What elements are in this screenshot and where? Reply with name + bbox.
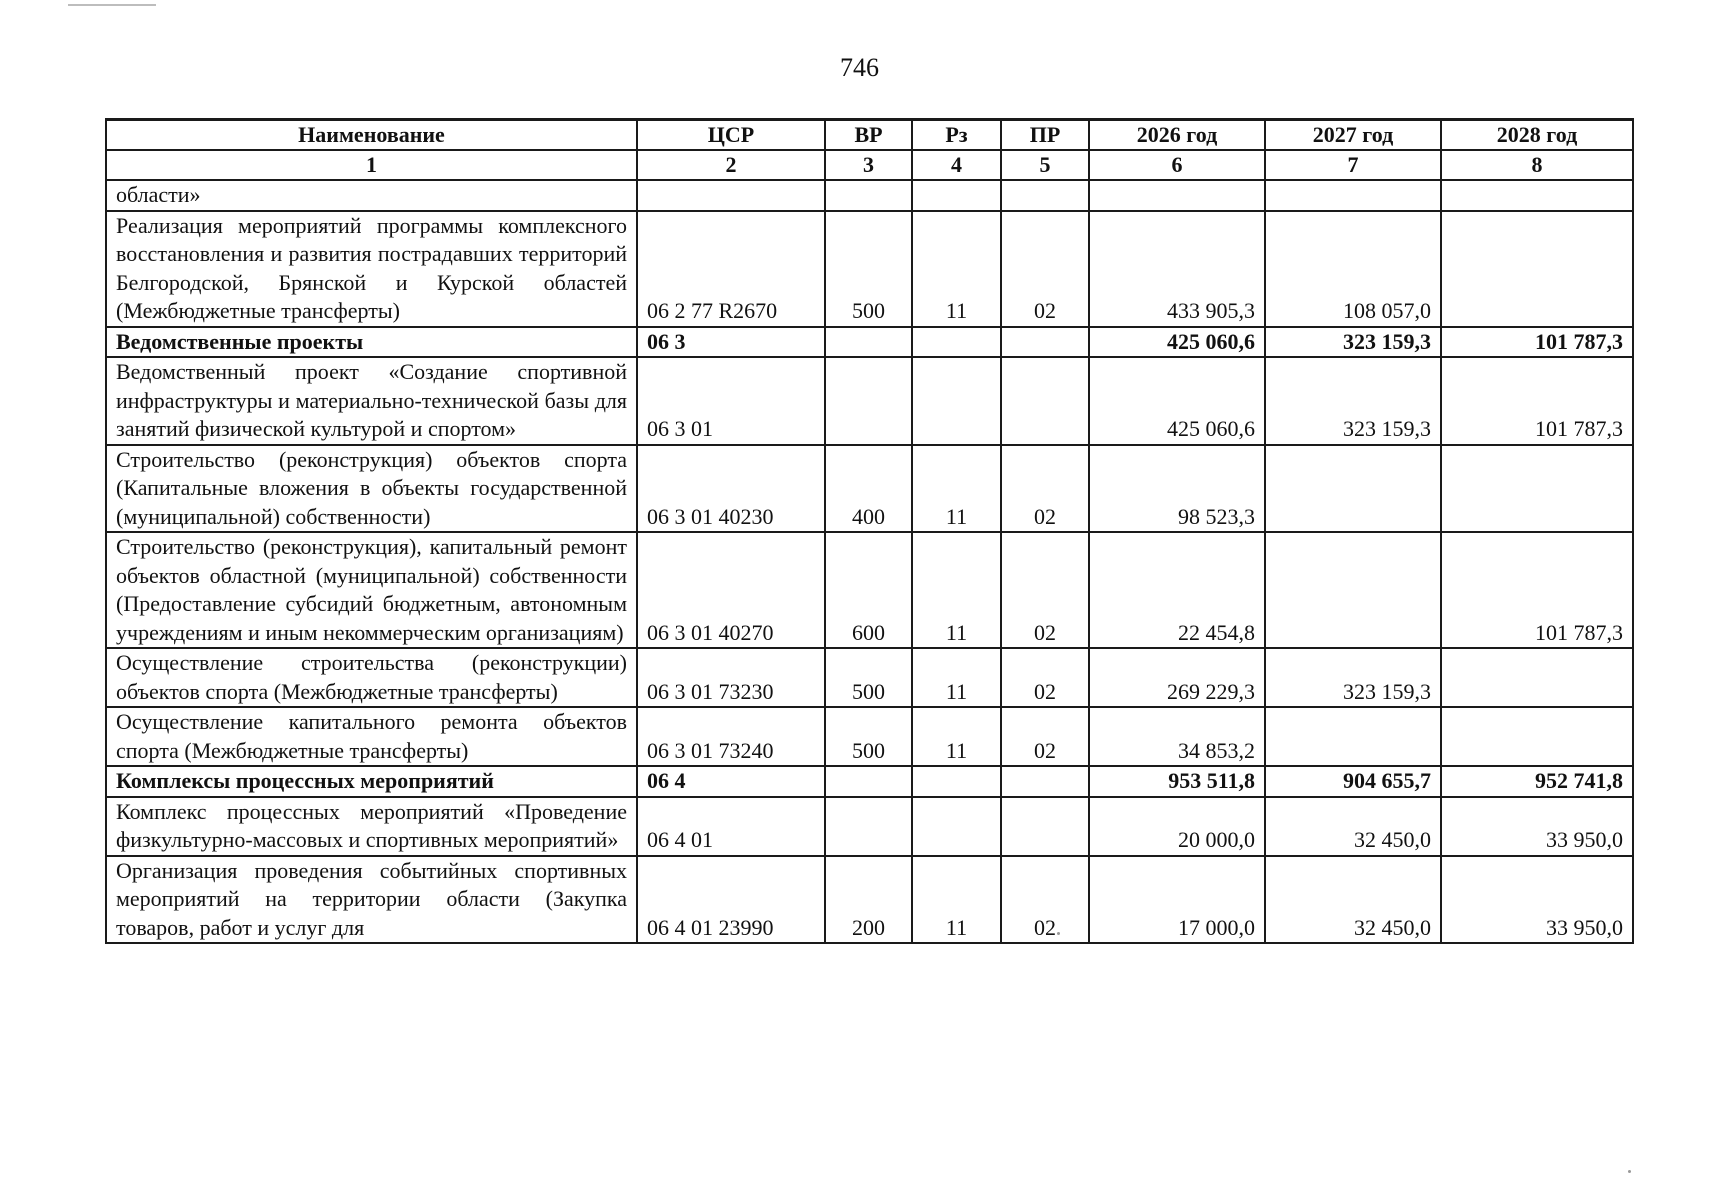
cell-2027: 904 655,7 — [1265, 766, 1441, 797]
cell-csr: 06 3 01 73230 — [637, 648, 825, 707]
cell-2028 — [1441, 707, 1633, 766]
cell-2027: 108 057,0 — [1265, 211, 1441, 327]
cell-2028 — [1441, 445, 1633, 533]
cell-csr: 06 3 01 40270 — [637, 532, 825, 648]
cell-csr — [637, 180, 825, 211]
cell-csr: 06 4 01 23990 — [637, 856, 825, 944]
table-row — [106, 856, 1633, 944]
cell-rz: 11 — [912, 856, 1001, 944]
table-row — [106, 327, 1633, 358]
header-2027: 2027 год — [1265, 120, 1441, 151]
cell-name: Осуществление капитального ремонта объектов спорта (Межбюджетные трансферты) — [106, 707, 637, 766]
scan-corner-mark — [68, 4, 156, 6]
cell-2028: 33 950,0 — [1441, 797, 1633, 856]
budget-table — [105, 118, 1634, 944]
cell-2028 — [1441, 180, 1633, 211]
cell-rz — [912, 357, 1001, 445]
cell-2027: 323 159,3 — [1265, 648, 1441, 707]
table-row — [106, 797, 1633, 856]
cell-name: области» — [106, 180, 637, 211]
cell-rz: 11 — [912, 648, 1001, 707]
cell-2026: 425 060,6 — [1089, 357, 1265, 445]
cell-pr: 02 — [1001, 707, 1089, 766]
cell-pr — [1001, 180, 1089, 211]
page-number: 746 — [840, 53, 879, 82]
cell-name: Строительство (реконструкция), капитальный ремонт объектов областной (муниципальной) собственности (Предоставление субсидий бюджетным, автономным учреждениям и иным некоммерческим организациям) — [106, 532, 637, 648]
column-number: 2 — [637, 150, 825, 180]
column-number: 7 — [1265, 150, 1441, 180]
header-rz: Рз — [912, 120, 1001, 151]
table-row — [106, 211, 1633, 327]
cell-2026: 98 523,3 — [1089, 445, 1265, 533]
column-number: 8 — [1441, 150, 1633, 180]
cell-2027: 323 159,3 — [1265, 327, 1441, 358]
table-row — [106, 766, 1633, 797]
header-name: Наименование — [106, 120, 637, 151]
cell-2027: 32 450,0 — [1265, 797, 1441, 856]
cell-rz — [912, 180, 1001, 211]
cell-vr — [825, 327, 912, 358]
scan-speck — [1057, 932, 1060, 935]
cell-vr — [825, 180, 912, 211]
cell-name: Комплекс процессных мероприятий «Проведение физкультурно-массовых и спортивных мероприятий» — [106, 797, 637, 856]
header-2028: 2028 год — [1441, 120, 1633, 151]
cell-pr — [1001, 766, 1089, 797]
cell-csr: 06 3 — [637, 327, 825, 358]
cell-pr — [1001, 327, 1089, 358]
cell-pr: 02 — [1001, 445, 1089, 533]
table-row — [106, 707, 1633, 766]
cell-csr: 06 2 77 R2670 — [637, 211, 825, 327]
cell-name: Осуществление строительства (реконструкции) объектов спорта (Межбюджетные трансферты) — [106, 648, 637, 707]
cell-2028: 101 787,3 — [1441, 327, 1633, 358]
cell-csr: 06 3 01 — [637, 357, 825, 445]
cell-2028 — [1441, 211, 1633, 327]
cell-vr — [825, 797, 912, 856]
cell-2028: 952 741,8 — [1441, 766, 1633, 797]
cell-2028: 33 950,0 — [1441, 856, 1633, 944]
cell-2027: 323 159,3 — [1265, 357, 1441, 445]
cell-2028: 101 787,3 — [1441, 532, 1633, 648]
cell-2028 — [1441, 648, 1633, 707]
cell-name: Ведомственные проекты — [106, 327, 637, 358]
cell-csr: 06 4 — [637, 766, 825, 797]
cell-2026: 22 454,8 — [1089, 532, 1265, 648]
cell-rz — [912, 766, 1001, 797]
column-number: 5 — [1001, 150, 1089, 180]
cell-2026: 269 229,3 — [1089, 648, 1265, 707]
cell-csr: 06 3 01 73240 — [637, 707, 825, 766]
cell-2026: 20 000,0 — [1089, 797, 1265, 856]
cell-rz: 11 — [912, 707, 1001, 766]
cell-2026: 34 853,2 — [1089, 707, 1265, 766]
cell-name: Ведомственный проект «Создание спортивной инфраструктуры и материально-технической базы для занятий физической культурой и спортом» — [106, 357, 637, 445]
table-row — [106, 180, 1633, 211]
header-pr: ПР — [1001, 120, 1089, 151]
cell-vr: 500 — [825, 707, 912, 766]
cell-pr: 02 — [1001, 648, 1089, 707]
scan-speck — [1628, 1170, 1631, 1173]
cell-rz: 11 — [912, 211, 1001, 327]
table-row — [106, 532, 1633, 648]
cell-2027: 32 450,0 — [1265, 856, 1441, 944]
column-number: 3 — [825, 150, 912, 180]
cell-name: Реализация мероприятий программы комплексного восстановления и развития пострадавших территорий Белгородской, Брянской и Курской областей (Межбюджетные трансферты) — [106, 211, 637, 327]
header-row — [106, 120, 1633, 151]
table-body — [106, 180, 1633, 943]
cell-name: Организация проведения событийных спортивных мероприятий на территории области (Закупка товаров, работ и услуг для — [106, 856, 637, 944]
cell-pr: 02 — [1001, 532, 1089, 648]
cell-vr — [825, 357, 912, 445]
cell-pr — [1001, 797, 1089, 856]
cell-pr — [1001, 357, 1089, 445]
cell-csr: 06 4 01 — [637, 797, 825, 856]
cell-vr: 500 — [825, 648, 912, 707]
cell-name: Комплексы процессных мероприятий — [106, 766, 637, 797]
header-2026: 2026 год — [1089, 120, 1265, 151]
cell-2027 — [1265, 445, 1441, 533]
column-number: 6 — [1089, 150, 1265, 180]
cell-rz: 11 — [912, 532, 1001, 648]
header-csr: ЦСР — [637, 120, 825, 151]
cell-pr: 02 — [1001, 856, 1089, 944]
table-row — [106, 648, 1633, 707]
column-number-row — [106, 150, 1633, 180]
cell-pr: 02 — [1001, 211, 1089, 327]
table-row — [106, 357, 1633, 445]
cell-2027 — [1265, 707, 1441, 766]
cell-name: Строительство (реконструкция) объектов спорта (Капитальные вложения в объекты государственной (муниципальной) собственности) — [106, 445, 637, 533]
column-number: 4 — [912, 150, 1001, 180]
table-row — [106, 445, 1633, 533]
cell-vr: 600 — [825, 532, 912, 648]
cell-2026: 433 905,3 — [1089, 211, 1265, 327]
cell-2026: 17 000,0 — [1089, 856, 1265, 944]
cell-2026: 425 060,6 — [1089, 327, 1265, 358]
cell-2026: 953 511,8 — [1089, 766, 1265, 797]
cell-2027 — [1265, 532, 1441, 648]
cell-vr: 400 — [825, 445, 912, 533]
cell-2028: 101 787,3 — [1441, 357, 1633, 445]
cell-csr: 06 3 01 40230 — [637, 445, 825, 533]
cell-rz: 11 — [912, 445, 1001, 533]
cell-rz — [912, 327, 1001, 358]
cell-vr: 500 — [825, 211, 912, 327]
cell-2026 — [1089, 180, 1265, 211]
cell-vr — [825, 766, 912, 797]
column-number: 1 — [106, 150, 637, 180]
cell-rz — [912, 797, 1001, 856]
header-vr: ВР — [825, 120, 912, 151]
cell-vr: 200 — [825, 856, 912, 944]
cell-2027 — [1265, 180, 1441, 211]
